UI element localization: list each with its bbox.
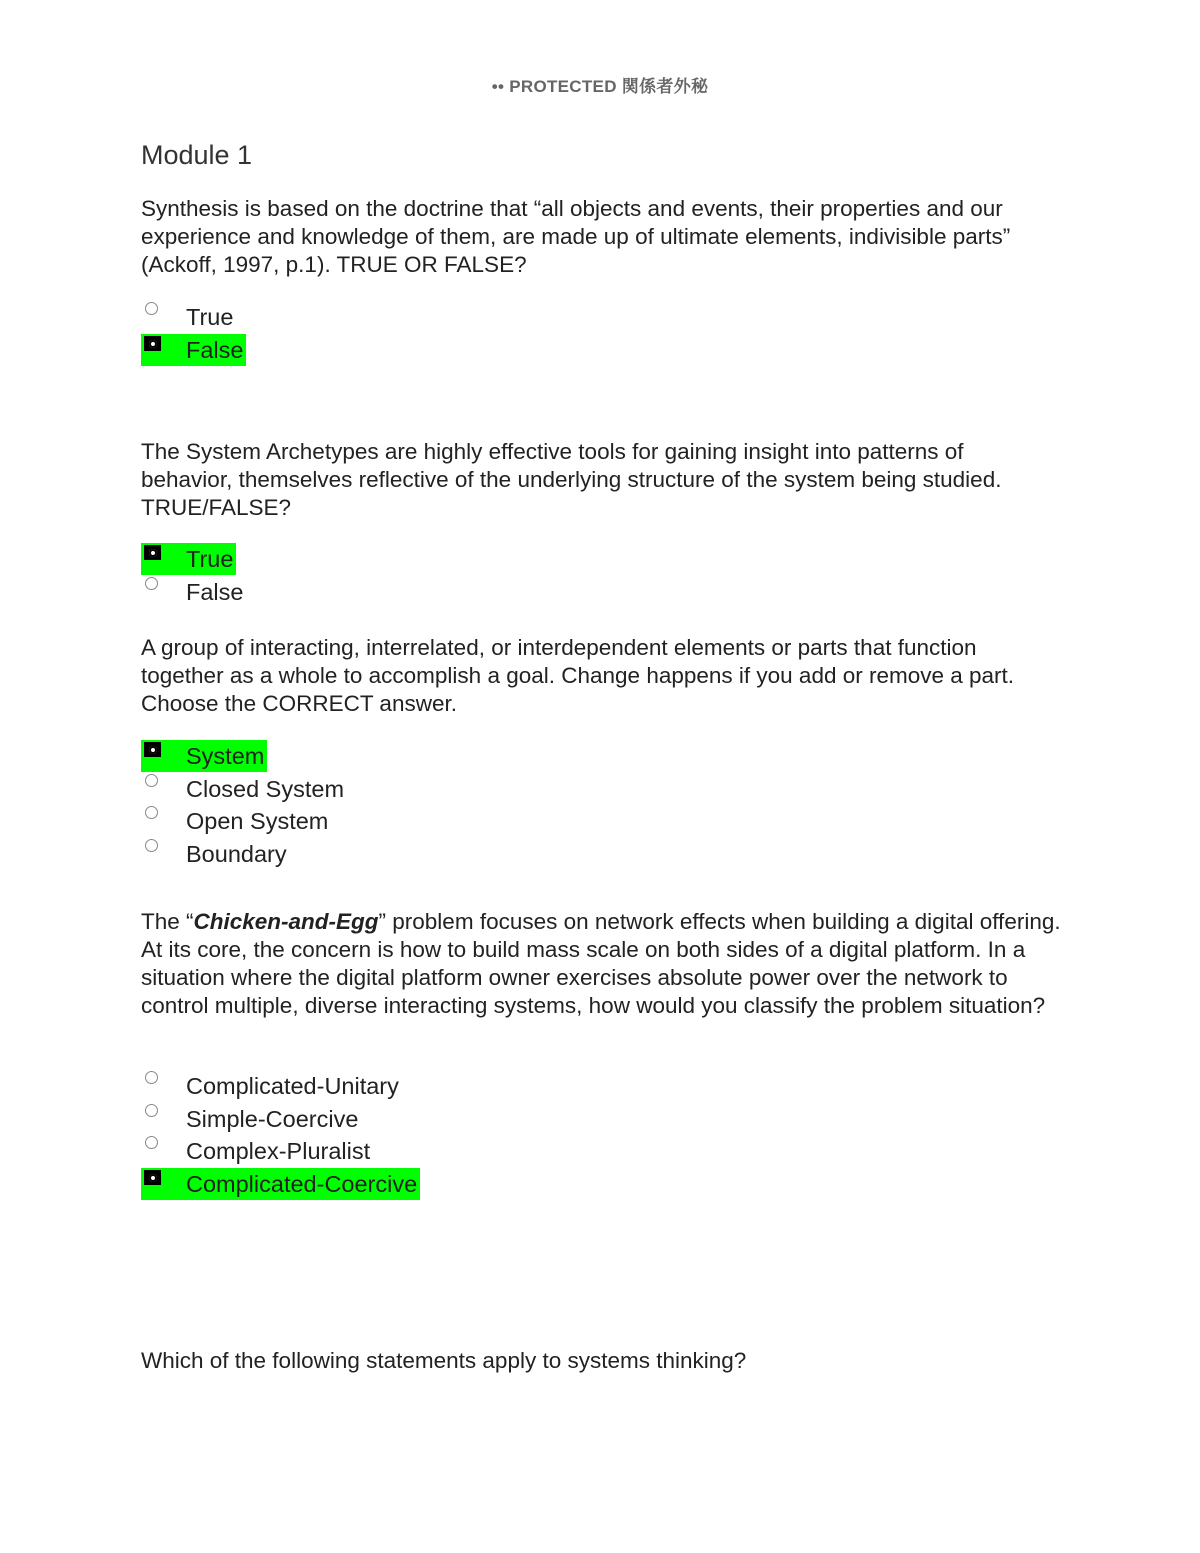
option[interactable] (141, 1103, 420, 1136)
option-label: Complicated-Unitary (186, 1073, 399, 1099)
option[interactable] (141, 334, 246, 367)
option[interactable] (141, 773, 347, 806)
radio-button-icon[interactable] (145, 1136, 158, 1149)
option[interactable] (141, 576, 246, 609)
question-4-options (141, 1070, 420, 1200)
option-label: True (186, 546, 234, 572)
radio-button-icon[interactable] (145, 577, 158, 590)
radio-button-icon[interactable] (145, 839, 158, 852)
option[interactable] (141, 805, 347, 838)
option-label: False (186, 578, 244, 605)
question-2-text: The System Archetypes are highly effective tools for gaining insight into patterns of behavior, themselves reflective of the underlying structure of the system being studied. TRUE/FALSE? (141, 439, 1002, 520)
radio-button-icon[interactable] (145, 1071, 158, 1084)
question-4-text-post: ” problem focuses on network effects when building a digital offering. At its core, the concern is how to build mass scale on both sides of a digital platform. In a situation where the digital platform owner exercises absolute power over the network to control multiple, diverse interacting systems, how would you classify the problem situation? (141, 909, 1061, 1018)
option-label: Boundary (186, 840, 287, 867)
question-3-options (141, 740, 347, 870)
option[interactable] (141, 1070, 420, 1103)
option[interactable] (141, 301, 246, 334)
question-4-emphasis: Chicken-and-Egg (193, 909, 379, 934)
option-label: Closed System (186, 775, 345, 802)
radio-button-selected-icon[interactable] (144, 545, 161, 560)
radio-button-selected-icon[interactable] (144, 742, 161, 757)
module-title: Module 1 (141, 140, 253, 170)
question-2-options (141, 543, 246, 608)
question-5-text: Which of the following statements apply to systems thinking? (141, 1348, 747, 1373)
option[interactable] (141, 838, 347, 871)
option-label: False (186, 336, 244, 363)
radio-button-icon[interactable] (145, 1104, 158, 1117)
question-4-text (141, 908, 1061, 1020)
radio-button-icon[interactable] (145, 774, 158, 787)
question-3-text: A group of interacting, interrelated, or interdependent elements or parts that function together as a whole to accomplish a goal. Change happens if you add or remove a part. Choose the CORRECT answer. (141, 635, 1015, 716)
radio-button-selected-icon[interactable] (144, 1170, 161, 1185)
option[interactable] (141, 740, 347, 773)
radio-button-selected-icon[interactable] (144, 336, 161, 351)
protected-header: •• PROTECTED 関係者外秘 (491, 77, 709, 96)
option[interactable] (141, 1168, 420, 1201)
question-1-text: Synthesis is based on the doctrine that “all objects and events, their properties and our experience and knowledge of them, are made up of ultimate elements, indivisible parts” (Ackoff, 1997, p.1). TRUE OR FALSE? (141, 196, 1011, 277)
radio-button-icon[interactable] (145, 806, 158, 819)
option-label: Complicated-Coercive (186, 1170, 418, 1197)
radio-button-icon[interactable] (145, 302, 158, 315)
option[interactable] (141, 1135, 420, 1168)
question-1-options (141, 301, 246, 366)
option-label: True (186, 304, 234, 330)
option-label: Open System (186, 808, 329, 835)
option[interactable] (141, 543, 246, 576)
question-4-text-pre: The “ (141, 909, 194, 934)
option-label: Complex-Pluralist (186, 1138, 371, 1165)
option-label: System (186, 743, 265, 769)
option-label: Simple-Coercive (186, 1105, 359, 1132)
